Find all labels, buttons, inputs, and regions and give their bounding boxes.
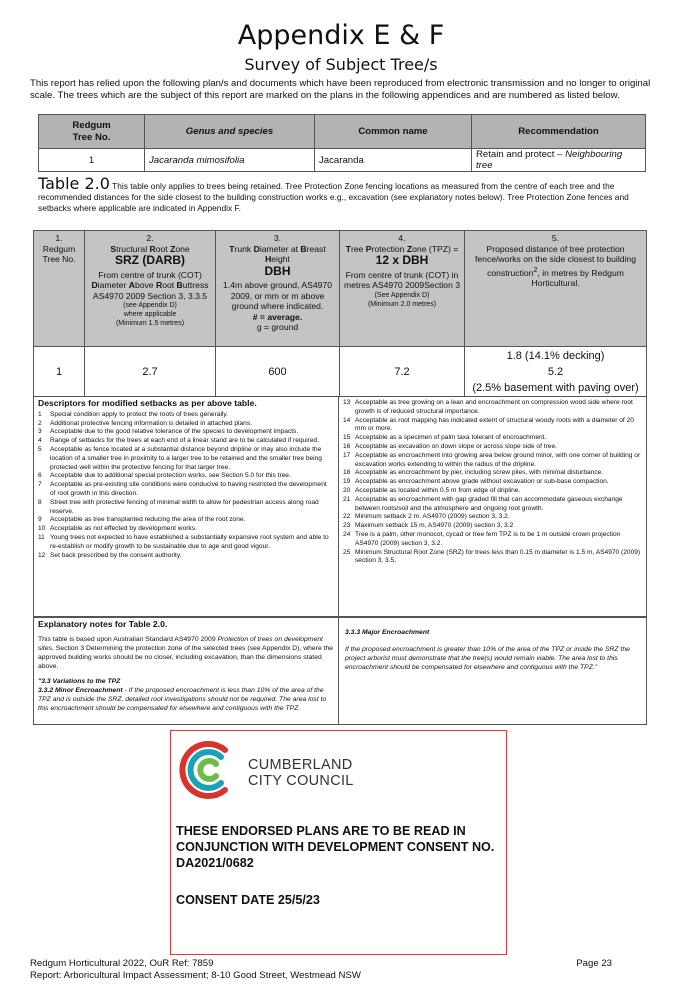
col2-d2: A xyxy=(128,280,135,290)
col2-s1r: tructural xyxy=(116,243,150,254)
header-recommendation: Recommendation xyxy=(472,115,646,149)
descriptors-list-left xyxy=(38,411,334,561)
table2-heading xyxy=(38,174,648,214)
page-footer xyxy=(30,958,650,982)
col4-t1: T xyxy=(345,243,351,254)
col2-s2: R xyxy=(149,243,156,254)
list-item-number: 20 xyxy=(343,486,351,494)
minor-body: - If the proposed encroachment is less than 10% of the area of the TPZ and is outside the SRZ, detailed root investigations should not be required. The area lost to this encroachment should be compensated for elsewhere and contiguous with the TPZ. xyxy=(38,687,327,712)
col1-line1: Redgum xyxy=(42,243,76,254)
col2-small1: (see Appendix D) xyxy=(123,302,177,309)
list-item-number: 18 xyxy=(343,469,351,477)
col4-t4: (TPZ) = xyxy=(428,243,459,254)
descriptors-list-right xyxy=(343,399,642,566)
council-name xyxy=(248,757,354,789)
list-item-number: 23 xyxy=(343,522,351,530)
list-item-text: Acceptable as tree growing on a lean and encroachment on compression wood side where root growth is of reduced structural importance. xyxy=(355,399,633,415)
table2-label: Table 2.0 xyxy=(38,174,110,193)
list-item-text: Acceptable as encroachment by pier, including screw piles, with minimal disturbance. xyxy=(355,469,604,477)
col2-d3: R xyxy=(155,280,163,290)
list-item-number: 11 xyxy=(38,533,45,541)
table-row xyxy=(34,347,647,397)
cell-recommendation xyxy=(472,149,646,172)
list-item xyxy=(343,496,642,514)
page-title: Appendix E & F xyxy=(237,20,445,51)
col1-num: 1. xyxy=(55,233,63,243)
list-item-number: 10 xyxy=(38,525,46,533)
col2-d3r: oot xyxy=(162,280,177,290)
council-endorsement-stamp xyxy=(170,730,507,955)
rec-plain: Retain and protect – xyxy=(476,149,566,160)
val-distance xyxy=(465,347,647,397)
col2-s2r: oot xyxy=(155,243,171,254)
list-item xyxy=(343,469,642,478)
list-item xyxy=(343,487,642,496)
list-item-number: 12 xyxy=(38,551,46,559)
list-item-text: Acceptable as root mapping has indicated extent of structural woody roots with a diameter of 20 mm or more. xyxy=(355,416,634,433)
col2-s3r: one xyxy=(175,243,190,254)
list-item xyxy=(38,446,334,472)
tpz-col-tree-no xyxy=(34,231,85,347)
table2-note: This table only applies to trees being retained. Tree Protection Zone fencing locations as measured from the centre of each tree and the recommended distances for the side closest to the building construction works e.g., excavation (see explanatory notes below). Tree Protection Zone fences and setbacks where applicable are indicated in Appendix F. xyxy=(38,181,629,213)
col4-small1: (See Appendix D) xyxy=(374,291,430,299)
list-item xyxy=(38,420,334,429)
list-item-number: 19 xyxy=(343,478,351,486)
list-item-text: Special condition apply to protect the roots of trees generally. xyxy=(50,410,229,418)
minor-sub: 3.3.2 Minor Encroachment xyxy=(38,687,123,694)
cell-common-name: Jacaranda xyxy=(315,149,472,172)
list-item-number: 21 xyxy=(343,495,351,503)
list-item xyxy=(38,428,334,437)
list-item-number: 14 xyxy=(343,416,351,424)
list-item-number: 22 xyxy=(343,513,351,521)
val-dist3: (2.5% basement with paving over) xyxy=(472,381,639,394)
cell-genus: Jacaranda mimosifolia xyxy=(145,149,315,172)
col2-s1: S xyxy=(110,243,117,254)
major-text: If the proposed encroachment is greater than 10% of the area of the TPZ or inside the SRZ the project arborist must demonstrate that the tree(s) would remain viable. The area lost to this encroachment should be compensated for elsewhere and contiguous with the TPZ." xyxy=(345,646,630,671)
list-item xyxy=(343,478,642,487)
tpz-col-srz xyxy=(85,231,216,347)
val-srz: 2.7 xyxy=(85,347,216,397)
list-item-number: 4 xyxy=(38,437,42,445)
list-item xyxy=(38,534,334,552)
col3-t2r: iameter at xyxy=(259,243,301,254)
col4-formula: 12 x DBH xyxy=(375,253,429,267)
list-item xyxy=(343,513,642,522)
list-item xyxy=(38,525,334,534)
col5-desc2: , in metres by Redgum Horticultural. xyxy=(531,267,624,288)
col3-t1: T xyxy=(229,243,235,254)
header-genus: Genus and species xyxy=(145,115,315,149)
col4-t2: P xyxy=(365,243,372,254)
minor-text xyxy=(38,686,334,713)
col2-d2r: bove xyxy=(134,280,156,290)
list-item-text: Acceptable as a specimen of palm taxa tolerant of encroachment. xyxy=(355,434,547,442)
intro-paragraph: This report has relied upon the following plan/s and documents which have been reproduced from electronic transmission and no longer to original scale. The trees which are the subject of this report are marked on the plans in the following appendices and are numbered as listed below. xyxy=(30,78,651,101)
col2-d1: D xyxy=(91,280,98,290)
list-item xyxy=(343,452,642,470)
tpz-col-dbh xyxy=(216,231,340,347)
list-item-number: 16 xyxy=(343,442,351,450)
col2-d1r: iameter xyxy=(97,280,129,290)
expl-p1b: Protection of trees on development sites xyxy=(38,636,323,652)
col2-num: 2. xyxy=(146,233,154,243)
list-item-text: Acceptable as tree transplanted reducing the area of the root zone. xyxy=(50,516,246,524)
explanatory-paragraph xyxy=(38,635,334,671)
val-dist1: 1.8 (14.1% decking) xyxy=(506,349,605,362)
list-item-number: 3 xyxy=(38,428,42,436)
col1-line2: Tree No. xyxy=(42,254,76,264)
list-item-number: 9 xyxy=(38,516,42,524)
list-item-text: Minimum setback 2 m. AS4970 (2009) section 3, 3.2. xyxy=(355,513,510,521)
descriptors-right xyxy=(339,397,646,616)
list-item-text: Set back prescribed by the consent authority. xyxy=(50,551,182,559)
col3-num: 3. xyxy=(273,233,282,243)
list-item-text: Young trees not expected to have established a substantially expansive root system and able to re-establish or modify growth to be sustainable due to age and good vigour. xyxy=(50,533,329,550)
descriptors-box xyxy=(33,396,647,617)
list-item-text: Minimum Structural Root Zone (SRZ) for trees less than 0.15 m diameter is 1.5 m, AS4970 (2009) section 3, 3.5. xyxy=(355,548,641,565)
endorsement-message: THESE ENDORSED PLANS ARE TO BE READ IN CONJUNCTION WITH DEVELOPMENT CONSENT NO. DA2021/0682 xyxy=(176,824,495,870)
list-item xyxy=(38,411,334,420)
list-item-number: 2 xyxy=(38,419,42,427)
val-tpz: 7.2 xyxy=(340,347,465,397)
footer-line1: Redgum Horticultural 2022, OuR Ref: 7859 xyxy=(30,958,214,969)
tpz-col-distance xyxy=(465,231,647,347)
col4-t3: Z xyxy=(406,243,413,254)
cell-tree-no: 1 xyxy=(39,149,145,172)
col5-sup: 2 xyxy=(533,265,538,274)
list-item-number: 8 xyxy=(38,498,42,506)
list-item-text: Acceptable as located within 0.5 m from edge of dripline. xyxy=(355,486,521,494)
council-line2: CITY COUNCIL xyxy=(248,773,354,789)
list-item-text: Acceptable due to additional special protection works, see Section 5.0 for this tree. xyxy=(50,472,291,480)
col3-t1r: runk xyxy=(234,243,254,254)
list-item-text: Acceptable as fence located at a substantial distance beyond dripline or may also include the location of a smaller tree in proximity to a larger tree to be retained and the smaller tree being protected well within the protective fencing for that larger tree. xyxy=(50,445,322,471)
col5-num: 5. xyxy=(551,233,560,243)
val-dist2: 5.2 xyxy=(547,365,564,378)
col3-avg: # = average. xyxy=(252,311,303,322)
list-item xyxy=(38,481,334,499)
col4-t2r: rotection xyxy=(371,243,407,254)
col3-h: H xyxy=(265,254,272,264)
descriptors-heading: Descriptors for modified setbacks as per above table. xyxy=(38,398,257,408)
list-item-text: Acceptable as pre-existing site conditions were conducive to having restricted the development of root growth in this direction. xyxy=(50,481,327,497)
descriptors-left xyxy=(34,397,339,616)
list-item xyxy=(343,417,642,435)
list-item xyxy=(343,434,642,443)
list-item xyxy=(343,531,642,549)
list-item-text: Street tree with protective fencing of minimal width to allow for pedestrian access along road reserve. xyxy=(50,498,319,515)
tpz-table xyxy=(33,230,647,397)
list-item-number: 25 xyxy=(343,548,351,556)
table-row xyxy=(39,149,646,172)
list-item xyxy=(343,522,642,531)
page-number: Page 23 xyxy=(576,958,612,969)
col2-d4: B xyxy=(176,280,183,290)
col3-desc: 1.4m above ground, AS4970 2009, or mm or m above ground where indicated. xyxy=(223,280,332,311)
col3-t3r: reast xyxy=(306,243,326,254)
col2-cot: From centre of trunk (COT) xyxy=(98,269,202,280)
list-item-text: Range of setbacks for the trees at each end of a linear stand are to be calculated if required. xyxy=(50,437,320,445)
list-item-text: Acceptable as encroachment with gap graded fill that can accommodate gaseous exchange between roots/soil and the atmosphere and ongoing root growth. xyxy=(355,495,623,512)
col4-t3r: one xyxy=(412,243,429,254)
expl-p1a: This table is based upon Australian Standard AS4970 2009 xyxy=(38,636,218,643)
list-item-number: 6 xyxy=(38,472,42,480)
list-item-number: 15 xyxy=(343,434,351,442)
list-item-number: 13 xyxy=(343,399,351,406)
table-header-row xyxy=(39,115,646,149)
col2-d4r: uttress xyxy=(182,280,209,290)
consent-date: CONSENT DATE 25/5/23 xyxy=(176,893,320,907)
page-subtitle: Survey of Subject Tree/s xyxy=(244,55,438,74)
list-item xyxy=(38,472,334,481)
explanatory-box xyxy=(33,617,647,725)
list-item-text: Acceptable as encroachment into growing area below ground minor, with one corner of building or excavation works extending to within the radius of the dripline. xyxy=(355,451,641,468)
list-item xyxy=(38,516,334,525)
col3-t2: D xyxy=(253,243,260,254)
major-title: 3.3.3 Major Encroachment xyxy=(345,629,430,636)
val-tree-no: 1 xyxy=(34,347,85,397)
subject-tree-table xyxy=(38,114,646,172)
list-item xyxy=(38,499,334,517)
tpz-header-row xyxy=(34,231,647,347)
expl-p1c: , Section 3 Determining the protection zone of the selected trees (see Appendix D), where the approved building works should be no closer, including excavation, than the dimensions stated above. xyxy=(38,645,334,670)
footer-line2: Report: Arboricultural Impact Assessment; 8-10 Good Street, Westmead NSW xyxy=(30,970,361,981)
list-item xyxy=(38,437,334,446)
col2-s3: Z xyxy=(170,243,176,254)
list-item xyxy=(343,399,642,417)
explanatory-right xyxy=(339,618,646,724)
val-dbh: 600 xyxy=(216,347,340,397)
council-line1: CUMBERLAND xyxy=(248,757,353,773)
list-item-text: Maximum setback 15 m, AS4970 (2009) section 3, 3.2 xyxy=(355,522,514,530)
col4-num: 4. xyxy=(398,233,406,243)
cumberland-logo-icon xyxy=(175,737,237,803)
list-item-text: Acceptable as excavation on down slope or across slope side of tree. xyxy=(355,442,557,450)
list-item-number: 24 xyxy=(343,530,351,538)
tpz-col-tpz xyxy=(340,231,465,347)
list-item xyxy=(343,549,642,567)
col3-hr: eight xyxy=(271,254,290,264)
list-item xyxy=(343,443,642,452)
rec-italic: Neighbouring tree xyxy=(476,149,623,171)
col5-desc: Proposed distance of tree protection fence/works on the side closest to building construction xyxy=(475,243,636,278)
col4-desc: From centre of trunk (COT) in metres AS4970 2009Section 3 xyxy=(343,269,461,290)
col3-dbh: DBH xyxy=(264,263,291,278)
col3-ground: g = ground xyxy=(256,322,299,332)
list-item-text: Tree is a palm, other monocot, cycad or tree fern TPZ is to be 1 m outside crown projection AS4970 (2009) section 3, 3.2. xyxy=(355,530,621,547)
col2-small3: (Minimum 1.5 metres) xyxy=(115,320,185,327)
list-item xyxy=(38,552,334,561)
list-item-text: Acceptable due to the good relative tolerance of the species to development impacts. xyxy=(50,428,299,436)
col3-t3: B xyxy=(300,243,307,254)
col4-t1r: ree xyxy=(350,243,366,254)
col2-small2: where applicable xyxy=(123,311,177,318)
col2-srz: SRZ (DARB) xyxy=(115,253,185,267)
list-item-number: 1 xyxy=(38,410,42,418)
col4-small2: (Minimum 2.0 metres) xyxy=(367,300,437,308)
list-item-number: 5 xyxy=(38,445,42,453)
list-item-text: Acceptable as encroachment above grade without excavation or sub-base compaction. xyxy=(355,478,609,486)
list-item-text: Acceptable as not effected by development works. xyxy=(50,525,197,533)
explanatory-left xyxy=(34,618,339,724)
col2-standard: AS4970 2009 Section 3, 3.3.5 xyxy=(92,290,208,301)
list-item-number: 17 xyxy=(343,451,351,459)
list-item-number: 7 xyxy=(38,481,42,489)
header-common-name: Common name xyxy=(315,115,472,149)
header-tree-no: Redgum Tree No. xyxy=(39,115,145,149)
explanatory-heading: Explanatory notes for Table 2.0. xyxy=(38,619,168,629)
minor-title: "3.3 Variations to the TPZ xyxy=(38,678,121,685)
list-item-text: Additional protective fencing information is detailed in attached plans. xyxy=(50,419,252,427)
